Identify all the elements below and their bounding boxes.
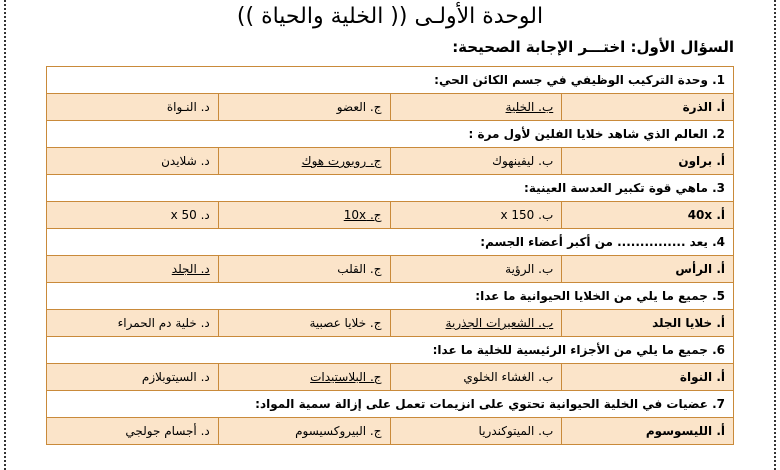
- answer-option-d[interactable]: [47, 310, 219, 337]
- answer-option-text: ج. روبورت هوك: [301, 154, 382, 168]
- answer-option-text: ج. العضو: [336, 100, 382, 114]
- answer-option-d[interactable]: [47, 94, 219, 121]
- question-stem: 6. جميع ما يلي من الأجزاء الرئيسية للخلية ما عدا:: [47, 337, 734, 364]
- answer-option-text: د. النـواة: [166, 100, 210, 114]
- answer-option-c[interactable]: [218, 94, 390, 121]
- question-stem-row: [47, 121, 734, 148]
- answer-option-text: ب. الرؤية: [505, 262, 554, 276]
- answer-option-text: ب. الخلية: [505, 100, 554, 114]
- question-stem-row: [47, 337, 734, 364]
- page-border-left: [4, 0, 6, 470]
- answer-option-text: أ. الذرة: [682, 100, 725, 114]
- answer-option-d[interactable]: [47, 418, 219, 445]
- answer-option-b[interactable]: [390, 202, 562, 229]
- question-stem-row: [47, 283, 734, 310]
- answer-option-d[interactable]: [47, 202, 219, 229]
- answer-option-text: ب. الغشاء الخلوي: [463, 370, 554, 384]
- answer-option-b[interactable]: [390, 94, 562, 121]
- answer-option-text: ب. ليفينهوك: [492, 154, 554, 168]
- answer-option-d[interactable]: [47, 148, 219, 175]
- answer-option-c[interactable]: [218, 148, 390, 175]
- answer-option-b[interactable]: [390, 148, 562, 175]
- answer-option-c[interactable]: [218, 256, 390, 283]
- question-stem-row: [47, 67, 734, 94]
- answer-option-text: أ. براون: [678, 154, 725, 168]
- answer-option-text: ب. x 150: [500, 208, 554, 222]
- page-border-right: [774, 0, 776, 470]
- quiz-table: [46, 66, 734, 445]
- answer-option-text: ج. البلاستيدات: [310, 370, 382, 384]
- answer-option-text: أ. النواة: [679, 370, 725, 384]
- answer-option-text: ج. القلب: [337, 262, 382, 276]
- answer-option-b[interactable]: [390, 364, 562, 391]
- answer-option-text: أ. الرأس: [675, 262, 725, 276]
- question-options-row: [47, 202, 734, 229]
- question-stem-row: [47, 175, 734, 202]
- question-options-row: [47, 364, 734, 391]
- question-options-row: [47, 256, 734, 283]
- answer-option-b[interactable]: [390, 256, 562, 283]
- answer-option-a[interactable]: [562, 310, 734, 337]
- answer-option-a[interactable]: [562, 364, 734, 391]
- question-options-row: [47, 310, 734, 337]
- answer-option-text: ج. البيروكسيسوم: [295, 424, 382, 438]
- answer-option-a[interactable]: [562, 148, 734, 175]
- question-stem: 7. عضيات في الخلية الحيوانية تحتوي على انزيمات تعمل على إزالة سمية المواد:: [47, 391, 734, 418]
- question-stem: 1. وحدة التركيب الوظيفي في جسم الكائن الحي:: [47, 67, 734, 94]
- unit-title: الوحدة الأولـى (( الخلية والحياة )): [236, 4, 544, 29]
- question-stem: 3. ماهي قوة تكبير العدسة العينية:: [47, 175, 734, 202]
- answer-option-text: ج. خلايا عصبية: [309, 316, 382, 330]
- answer-option-c[interactable]: [218, 202, 390, 229]
- question-stem: 2. العالم الذي شاهد خلايا الفلين لأول مرة :: [47, 121, 734, 148]
- question-title: السؤال الأول: اختـــر الإجابة الصحيحة:: [452, 38, 734, 56]
- answer-option-text: د. خلية دم الحمراء: [117, 316, 210, 330]
- answer-option-text: د. شلايدن: [161, 154, 210, 168]
- answer-option-d[interactable]: [47, 364, 219, 391]
- answer-option-text: د. x 50: [170, 208, 210, 222]
- answer-option-text: أ. الليسوسوم: [645, 424, 725, 438]
- answer-option-c[interactable]: [218, 364, 390, 391]
- question-options-row: [47, 94, 734, 121]
- answer-option-a[interactable]: [562, 256, 734, 283]
- answer-option-a[interactable]: [562, 418, 734, 445]
- answer-option-b[interactable]: [390, 310, 562, 337]
- answer-option-d[interactable]: [47, 256, 219, 283]
- answer-option-text: ب. الميتوكندريا: [478, 424, 554, 438]
- quiz-body: [47, 67, 734, 445]
- answer-option-text: د. أجسام جولجي: [125, 424, 210, 438]
- answer-option-c[interactable]: [218, 310, 390, 337]
- question-stem-row: [47, 229, 734, 256]
- question-stem: 5. جميع ما يلي من الخلايا الحيوانية ما عدا:: [47, 283, 734, 310]
- answer-option-text: ب. الشعيرات الجذرية: [445, 316, 554, 330]
- question-options-row: [47, 148, 734, 175]
- answer-option-text: أ. خلايا الجلد: [652, 316, 725, 330]
- answer-option-text: ج. 10x: [343, 208, 382, 222]
- answer-option-text: د. السيتوبلازم: [141, 370, 210, 384]
- answer-option-text: أ. 40x: [687, 208, 725, 222]
- answer-option-b[interactable]: [390, 418, 562, 445]
- question-options-row: [47, 418, 734, 445]
- answer-option-a[interactable]: [562, 94, 734, 121]
- answer-option-text: د. الجلد: [171, 262, 210, 276]
- question-stem: 4. يعد ............... من أكبر أعضاء الجسم:: [47, 229, 734, 256]
- answer-option-c[interactable]: [218, 418, 390, 445]
- question-stem-row: [47, 391, 734, 418]
- answer-option-a[interactable]: [562, 202, 734, 229]
